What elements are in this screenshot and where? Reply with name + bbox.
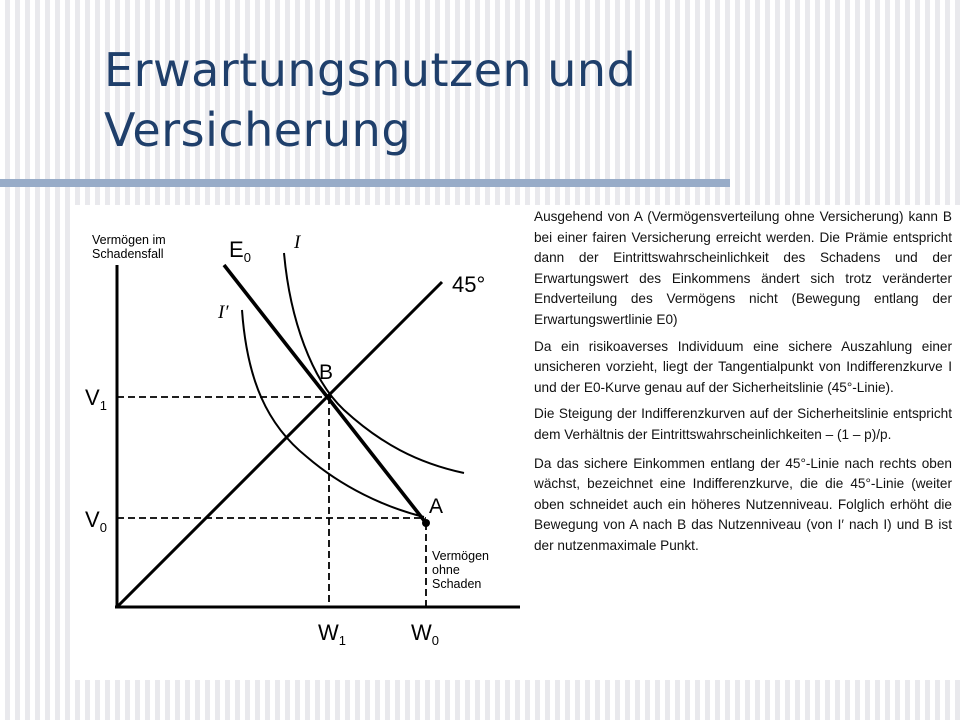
title-divider bbox=[0, 179, 730, 187]
label-point-a: A bbox=[429, 495, 444, 518]
label-45-degrees: 45° bbox=[452, 272, 486, 297]
point-a-marker bbox=[422, 519, 430, 527]
label-i: I bbox=[294, 232, 301, 253]
label-point-b: B bbox=[319, 361, 334, 384]
explanation-paragraph: Da das sichere Einkommen entlang der 45°-Linie nach rechts oben wächst, bezeichnet eine Indifferenzkurve, die die 45°-Linie (weiter oben schneidet auch ein höheres Nutzenniveau. Folglich erhöht die Bewegung von A nach B das Nutzenniveau (von I′ nach I) und B ist der nutzenmaximale Punkt. bbox=[534, 455, 952, 553]
explanation-paragraph: Da ein risikoaverses Individuum eine sichere Auszahlung einer unsicheren vorzieht, liegt der Tangentialpunkt von Indifferenzkurve I und der E0-Kurve genau auf der Sicherheitslinie (45°-Linie). bbox=[534, 338, 952, 395]
insurance-diagram bbox=[72, 205, 532, 680]
content-panel bbox=[72, 205, 960, 680]
x-axis-label-line3: Schaden bbox=[432, 577, 482, 591]
label-e0: $E_0$ bbox=[229, 237, 251, 265]
expected-value-line-e0 bbox=[224, 265, 426, 523]
x-axis-label-line1: Vermögen bbox=[432, 549, 489, 563]
x-axis-label-line2: ohne bbox=[432, 563, 460, 577]
slide-title: Erwartungsnutzen und Versicherung bbox=[104, 43, 637, 157]
label-w0: $W_0$ bbox=[411, 620, 439, 648]
label-w1: $W_1$ bbox=[318, 620, 346, 648]
label-v1: $V_1$ bbox=[85, 385, 107, 413]
explanation-paragraph: Ausgehend von A (Vermögensverteilung ohne Versicherung) kann B bei einer fairen Versicherung erreicht werden. Die Prämie entspricht dann der Eintrittswahrscheinlichkeit des Schadens und der Erwartungswert des Einkommens ändert sich trotz veränderter Endverteilung des Vermögens nicht (Bewegung entlang der Erwartungswertlinie E0) bbox=[534, 209, 952, 327]
explanation-paragraph: Die Steigung der Indifferenzkurven auf der Sicherheitslinie entspricht dem Verhältnis der Eintrittswahrscheinlichkeiten – (1 – p)/p. bbox=[534, 406, 952, 442]
label-i-prime: I′ bbox=[218, 302, 229, 323]
certainty-line-45 bbox=[117, 282, 442, 607]
y-axis-label-line1: Vermögen im bbox=[92, 233, 166, 247]
point-b-marker bbox=[327, 395, 332, 400]
label-v0: $V_0$ bbox=[85, 507, 107, 535]
explanation-text bbox=[534, 207, 952, 563]
y-axis-label-line2: Schadensfall bbox=[92, 247, 164, 261]
